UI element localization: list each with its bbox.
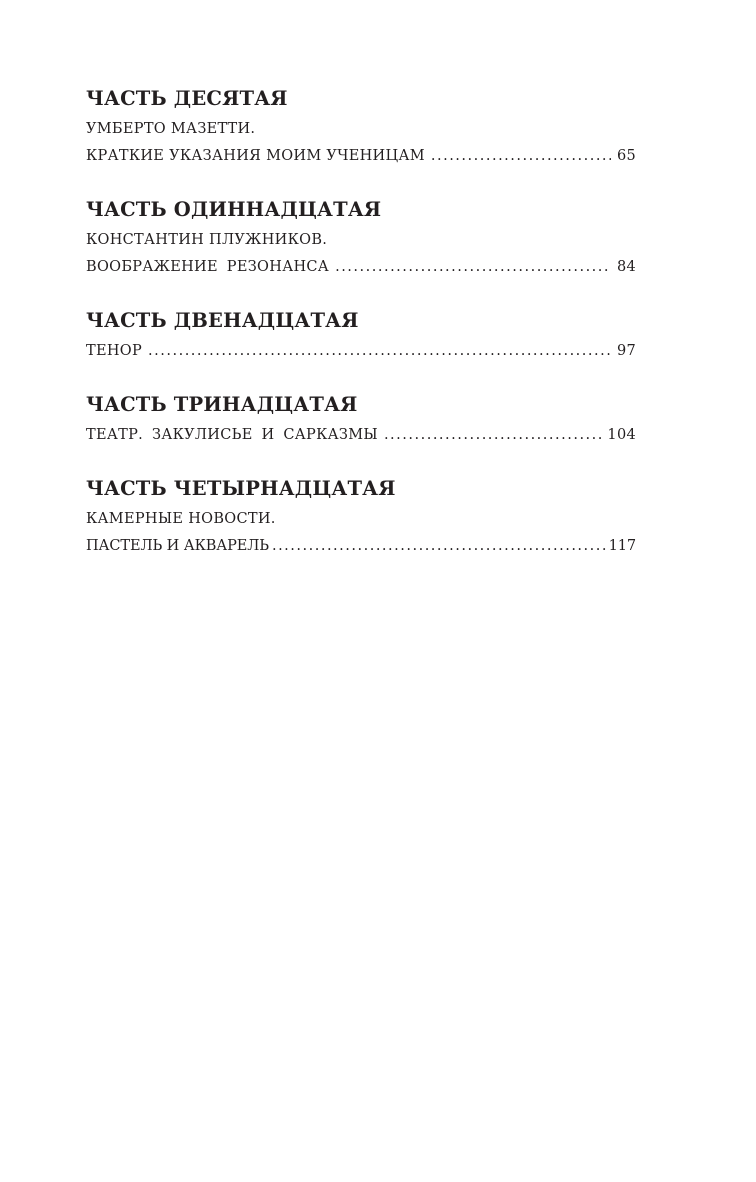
page-number: 117	[608, 538, 636, 554]
entry-title: ТЕНОР	[86, 343, 143, 359]
part-heading: ЧАСТЬ ТРИНАДЦАТАЯ	[86, 393, 358, 416]
entry-title: ПАСТЕЛЬ И АКВАРЕЛЬ	[86, 538, 269, 554]
part-heading: ЧАСТЬ ДЕСЯТАЯ	[86, 87, 288, 110]
part-heading: ЧАСТЬ ЧЕТЫРНАДЦАТАЯ	[86, 477, 396, 500]
dot-leader	[384, 425, 601, 445]
page-number: 65	[616, 148, 636, 164]
table-of-contents	[86, 86, 636, 556]
part-heading: ЧАСТЬ ОДИННАДЦАТАЯ	[86, 198, 382, 221]
toc-part-11	[86, 197, 636, 277]
toc-entry[interactable]	[86, 425, 636, 445]
toc-entry[interactable]	[86, 257, 636, 277]
toc-part-12	[86, 308, 636, 361]
entry-title: КРАТКИЕ УКАЗАНИЯ МОИМ УЧЕНИЦАМ	[86, 148, 425, 164]
toc-part-10	[86, 86, 636, 166]
part-author: КАМЕРНЫЕ НОВОСТИ.	[86, 511, 276, 527]
part-author: УМБЕРТО МАЗЕТТИ.	[86, 121, 256, 137]
page-number: 97	[616, 343, 636, 359]
page-number: 84	[616, 259, 636, 275]
toc-part-14	[86, 476, 636, 556]
dot-leader	[272, 536, 606, 556]
toc-entry[interactable]	[86, 341, 636, 361]
dot-leader	[148, 341, 611, 361]
dot-leader	[335, 257, 611, 277]
entry-title: ТЕАТР. ЗАКУЛИСЬЕ И САРКАЗМЫ	[86, 427, 378, 443]
toc-entry[interactable]	[86, 536, 636, 556]
part-author: КОНСТАНТИН ПЛУЖНИКОВ.	[86, 232, 328, 248]
page-number: 104	[607, 427, 636, 443]
dot-leader	[431, 146, 611, 166]
toc-part-13	[86, 392, 636, 445]
toc-entry[interactable]	[86, 146, 636, 166]
part-heading: ЧАСТЬ ДВЕНАДЦАТАЯ	[86, 309, 359, 332]
entry-title: ВООБРАЖЕНИЕ РЕЗОНАНСА	[86, 259, 330, 275]
